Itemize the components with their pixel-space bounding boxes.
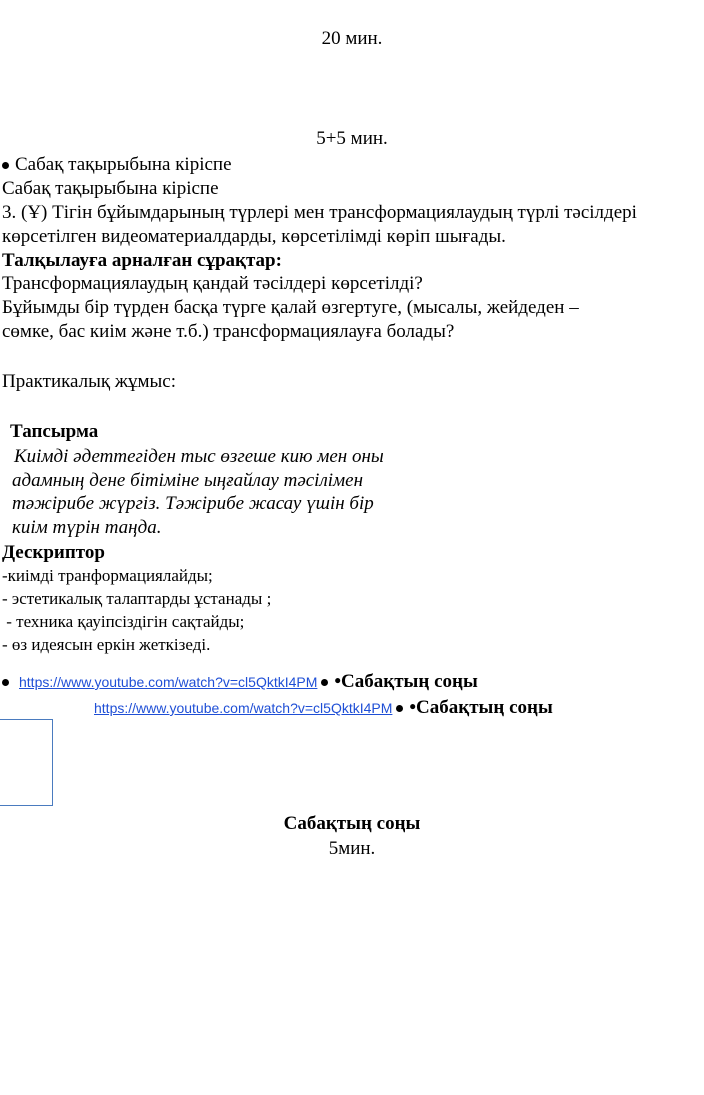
link-line-2: [94, 697, 553, 719]
lesson-end-title: Сабақтың соңы: [283, 813, 421, 834]
descriptor-item: -киімді транформациялайды;: [2, 566, 213, 585]
descriptor-item: - техника қауіпсіздігін сақтайды;: [2, 612, 245, 631]
intro-plain: Сабақ тақырыбына кіріспе: [2, 178, 219, 199]
task-title: Тапсырма: [10, 421, 99, 442]
table-cell-border: [0, 719, 53, 806]
bullet-icon: [2, 162, 9, 169]
descriptor-item: - өз идеясын еркін жеткізеді.: [2, 635, 211, 654]
task-line: киім түрін таңда.: [12, 516, 162, 538]
bullet-icon: [396, 705, 403, 712]
question-2-line2: сөмке, бас киім және т.б.) трансформациялауға болады?: [2, 321, 455, 342]
lesson-end-inline: •Сабақтың соңы: [334, 671, 478, 692]
bullet-icon: [321, 679, 328, 686]
task-line: тәжірибе жүргіз. Тәжірибе жасау үшін бір: [12, 493, 374, 514]
youtube-link[interactable]: https://www.youtube.com/watch?v=cl5QktkI4PM: [94, 700, 393, 716]
lesson-end-inline: •Сабақтың соңы: [409, 697, 553, 718]
descriptor-item: - эстетикалық талаптарды ұстанады ;: [2, 589, 272, 608]
lesson-end-time: 5мин.: [328, 838, 376, 859]
task-line: адамның дене бітіміне ыңғайлау тәсілімен: [12, 469, 364, 491]
descriptor-list: [2, 564, 271, 656]
task-text: [12, 445, 384, 539]
link-line-1: [2, 671, 478, 693]
task3-line1: 3. (Ұ) Тігін бұйымдарының түрлері мен трансформациялаудың түрлі тәсілдері: [2, 202, 637, 223]
time-top: 20 мин.: [321, 28, 383, 49]
bullet-icon: [2, 679, 9, 686]
task3-line2: көрсетілген видеоматериалдарды, көрсетілімді көріп шығады.: [2, 226, 506, 247]
youtube-link[interactable]: https://www.youtube.com/watch?v=cl5QktkI4PM: [19, 674, 318, 690]
intro-bullet-line: [2, 153, 232, 176]
descriptor-title: Дескриптор: [2, 542, 105, 563]
task-line: Киімді әдеттегіден тыс өзгеше кию мен оны: [14, 446, 384, 467]
question-1: Трансформациялаудың қандай тәсілдері көрсетілді?: [2, 273, 423, 294]
practical-work-heading: Практикалық жұмыс:: [2, 371, 177, 392]
discussion-title: Талқылауға арналған сұрақтар:: [2, 250, 282, 271]
question-2-line1: Бұйымды бір түрден басқа түрге қалай өзгертуге, (мысалы, жейдеден –: [2, 297, 579, 318]
time-second: 5+5 мин.: [316, 128, 388, 149]
intro-bullet-text: Сабақ тақырыбына кіріспе: [15, 154, 232, 175]
